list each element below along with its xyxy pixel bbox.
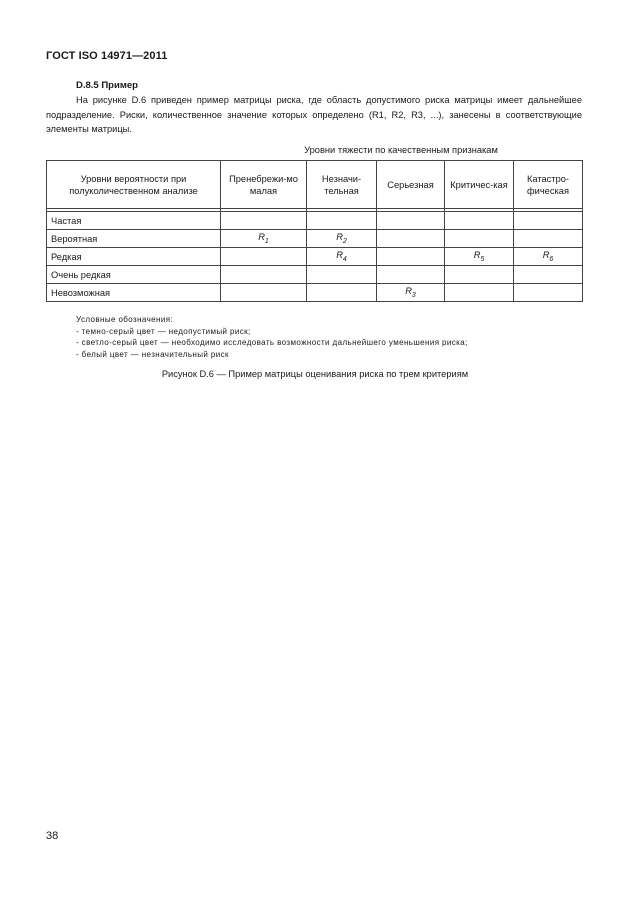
matrix-cell [514,284,583,302]
page-number: 38 [46,830,59,842]
severity-col-1: Незначи-тельная [307,161,377,209]
legend [76,314,468,360]
matrix-cell [377,230,445,248]
intro-paragraph: На рисунке D.6 приведен пример матрицы риска, где область допустимого риска матрицы имеет дальнейшее подразделение. Риски, количественное значение которых определено (R1, R2, R3, ...), занесены в соответствующие элементы матрицы. [46,95,582,134]
matrix-cell [377,212,445,230]
matrix-cell [445,266,514,284]
probability-level-label: Вероятная [47,230,221,248]
matrix-row [47,230,583,248]
matrix-cell: $R_3$ [377,284,445,302]
legend-item: - белый цвет — незначительный риск [76,349,229,359]
matrix-cell [377,266,445,284]
probability-levels-header: Уровни вероятности при полуколичественном анализе [47,161,221,209]
matrix-row [47,248,583,266]
section-title: D.8.5 Пример [76,80,138,91]
matrix-header-row [47,161,583,209]
probability-level-label: Очень редкая [47,266,221,284]
matrix-cell [221,266,307,284]
probability-level-label: Невозможная [47,284,221,302]
risk-matrix [46,160,583,302]
matrix-cell [514,212,583,230]
matrix-cell [307,266,377,284]
figure-caption: Рисунок D.6 — Пример матрицы оценивания риска по трем критериям [161,369,469,379]
legend-item: - темно-серый цвет — недопустимый риск; [76,326,251,336]
legend-title: Условные обозначения: [76,315,174,324]
document-header: ГОСТ ISO 14971—2011 [46,50,168,62]
legend-item: - светло-серый цвет — необходимо исследовать возможности дальнейшего уменьшения риска; [76,338,468,347]
severity-col-0: Пренебрежи-мо малая [221,161,307,209]
matrix-row [47,266,583,284]
matrix-cell [307,284,377,302]
severity-col-2: Серьезная [377,161,445,209]
matrix-cell: $R_4$ [307,248,377,266]
matrix-cell [445,284,514,302]
severity-col-3: Критичес-кая [445,161,514,209]
matrix-cell [221,284,307,302]
matrix-cell: $R_6$ [514,248,583,266]
severity-col-4: Катастро-фическая [514,161,583,209]
matrix-cell: $R_5$ [445,248,514,266]
matrix-cell [514,230,583,248]
matrix-cell [377,248,445,266]
matrix-cell [445,230,514,248]
matrix-row [47,284,583,302]
matrix-row [47,212,583,230]
matrix-cell [307,212,377,230]
matrix-cell [221,248,307,266]
matrix-cell [221,212,307,230]
probability-level-label: Частая [47,212,221,230]
matrix-cell: $R_2$ [307,230,377,248]
severity-levels-title: Уровни тяжести по качественным признакам [304,145,498,155]
matrix-cell [445,212,514,230]
matrix-cell: $R_1$ [221,230,307,248]
matrix-cell [514,266,583,284]
probability-level-label: Редкая [47,248,221,266]
